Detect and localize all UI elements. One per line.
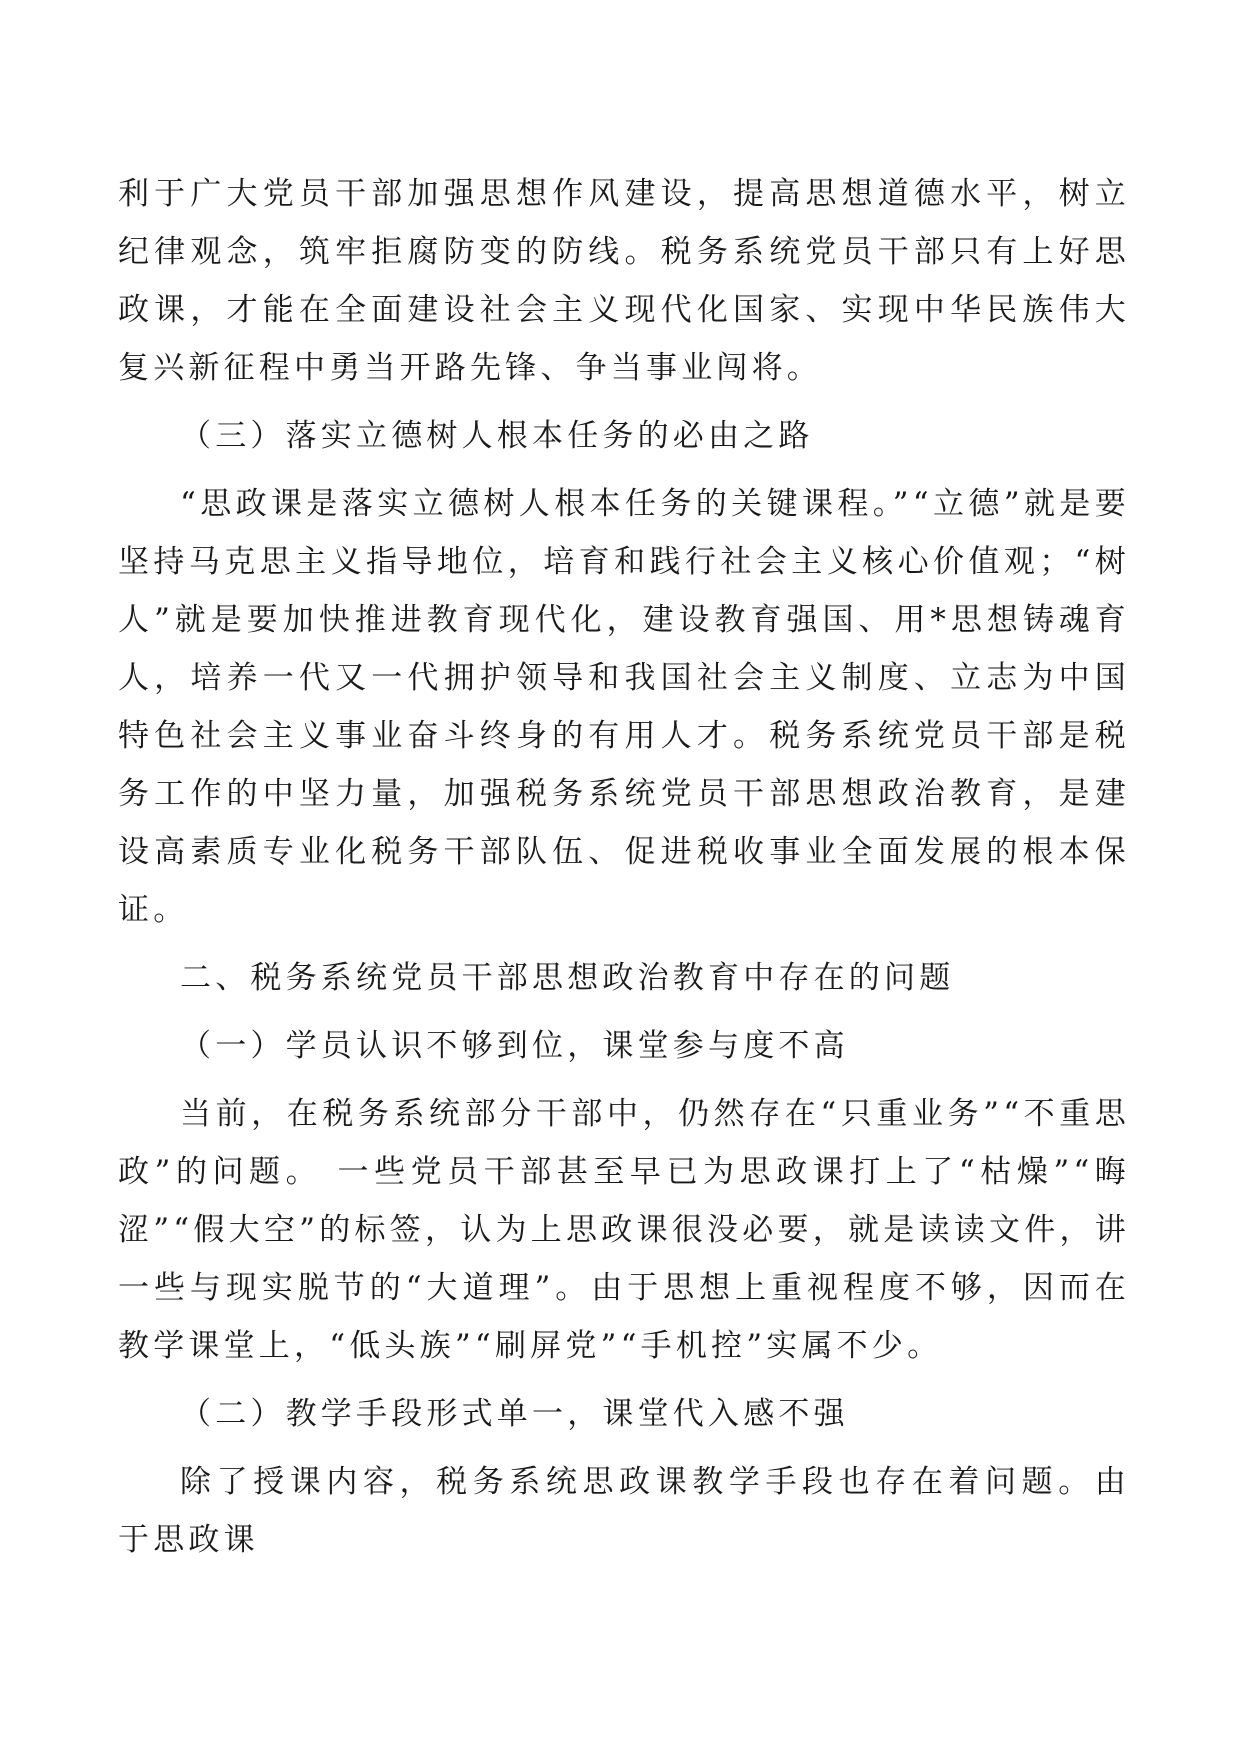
chapter-heading-2: 二、税务系统党员干部思想政治教育中存在的问题 xyxy=(180,960,955,996)
paragraph-body: “思政课是落实立德树人根本任务的关键课程。”“立德”就是要坚持马克思主义指导地位，培育和践行社会主义核心价值观；“树人”就是要加快推进教育现代化，建设教育强国、用*思想铸魂育人，培养一代又一代拥护领导和我国社会主义制度、立志为中国特色社会主义事业奋斗终身的有用人才。税务系统党员干部是税务工作的中坚力量，加强税务系统党员干部思想政治教育，是建设高素质专业化税务干部队伍、促进税收事业全面发展的根本保证。 xyxy=(118,486,1130,928)
section-heading-1: （一）学员认识不够到位，课堂参与度不高 xyxy=(180,1028,849,1064)
section-heading-3: （三）落实立德树人根本任务的必由之路 xyxy=(180,418,814,454)
document-body xyxy=(118,165,1130,1579)
section-heading-2: （二）教学手段形式单一，课堂代入感不强 xyxy=(180,1396,849,1432)
paragraph-continuation: 利于广大党员干部加强思想作风建设，提高思想道德水平，树立纪律观念，筑牢拒腐防变的防线。税务系统党员干部只有上好思政课，才能在全面建设社会主义现代化国家、实现中华民族伟大复兴新征程中勇当开路先锋、争当事业闯将。 xyxy=(118,176,1130,386)
paragraph-body: 除了授课内容，税务系统思政课教学手段也存在着问题。由于思政课 xyxy=(118,1464,1130,1558)
paragraph-body: 当前，在税务系统部分干部中，仍然存在“只重业务”“不重思政”的问题。 一些党员干部甚至早已为思政课打上了“枯燥”“晦涩”“假大空”的标签，认为上思政课很没必要，就是读读文件，讲一些与现实脱节的“大道理”。由于思想上重视程度不够，因而在教学课堂上，“低头族”“刷屏党”“手机控”实属不少。 xyxy=(118,1096,1130,1364)
